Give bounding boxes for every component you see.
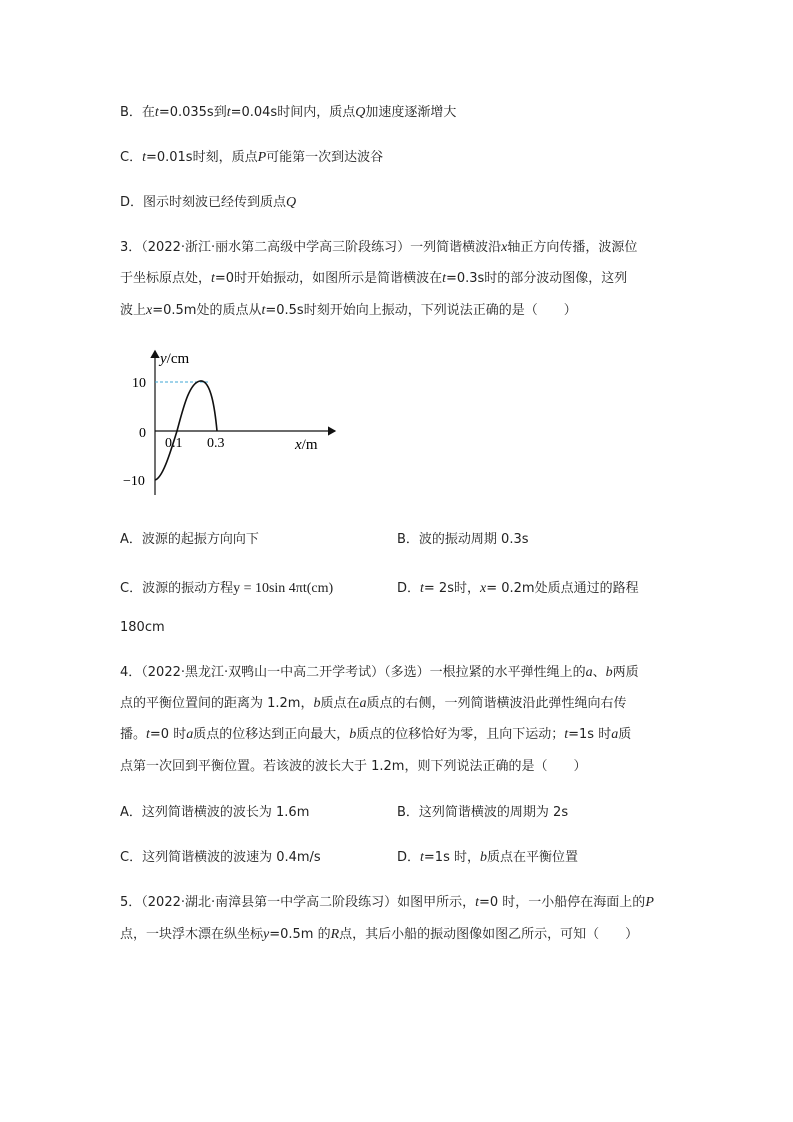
q3-stem-line-3: 波上x=0.5m处的质点从t=0.5s时刻开始向上振动，下列说法正确的是（ ） bbox=[120, 303, 577, 318]
tick-origin: 0 bbox=[139, 426, 146, 441]
option-q2-c: C．t=0.01s时刻，质点P可能第一次到达波谷 bbox=[120, 150, 384, 165]
wave-figure bbox=[115, 345, 345, 505]
tick-x-0-3: 0.3 bbox=[207, 436, 225, 451]
option-q3-c: C．波源的振动方程y = 10sin 4πt(cm) bbox=[120, 581, 334, 596]
option-q2-d: D．图示时刻波已经传到质点Q bbox=[120, 195, 297, 210]
option-q3-d-continuation: 180cm bbox=[120, 620, 165, 635]
option-q2-b: B．在t=0.035s到t=0.04s时间内，质点Q加速度逐渐增大 bbox=[120, 105, 457, 120]
q5-stem-line-1: 5．（2022·湖北·南漳县第一中学高二阶段练习）如图甲所示，t=0 时，一小船停在海面上的P bbox=[120, 895, 654, 910]
q4-stem-line-1: 4．（2022·黑龙江·双鸭山一中高二开学考试）（多选）一根拉紧的水平弹性绳上的a、b两质 bbox=[120, 665, 639, 680]
option-q4-c: C．这列简谐横波的波速为 0.4m/s bbox=[120, 850, 321, 865]
q5-stem-line-2: 点，一块浮木漂在纵坐标y=0.5m 的R点，其后小船的振动图像如图乙所示，可知（ ） bbox=[120, 927, 639, 942]
option-q3-b: B．波的振动周期 0.3s bbox=[397, 532, 529, 547]
q4-stem-line-2: 点的平衡位置间的距离为 1.2m，b质点在a质点的右侧，一列简谐横波沿此弹性绳向右传 bbox=[120, 696, 627, 711]
x-axis-label: x/m bbox=[295, 437, 318, 453]
option-q4-a: A．这列简谐横波的波长为 1.6m bbox=[120, 805, 310, 820]
y-axis-label: y/cm bbox=[160, 351, 190, 367]
q4-stem-line-4: 点第一次回到平衡位置。若该波的波长大于 1.2m，则下列说法正确的是（ ） bbox=[120, 759, 587, 774]
option-q3-d: D．t= 2s时，x= 0.2m处质点通过的路程 bbox=[397, 581, 639, 596]
q3-stem-line-2: 于坐标原点处，t=0时开始振动，如图所示是简谐横波在t=0.3s时的部分波动图像，这列 bbox=[120, 271, 628, 286]
q4-stem-line-3: 播。t=0 时a质点的位移达到正向最大，b质点的位移恰好为零，且向下运动；t=1s 时a质 bbox=[120, 727, 632, 742]
tick-y-top: 10 bbox=[132, 376, 146, 391]
tick-y-bottom: −10 bbox=[123, 474, 145, 489]
option-q4-b: B．这列简谐横波的周期为 2s bbox=[397, 805, 569, 820]
option-q4-d: D．t=1s 时，b质点在平衡位置 bbox=[397, 850, 578, 865]
option-q3-a: A．波源的起振方向向下 bbox=[120, 532, 259, 547]
q3-stem-line-1: 3．（2022·浙江·丽水第二高级中学高三阶段练习）一列简谐横波沿x轴正方向传播，波源位 bbox=[120, 240, 638, 255]
tick-x-0-1: 0.1 bbox=[165, 436, 183, 451]
